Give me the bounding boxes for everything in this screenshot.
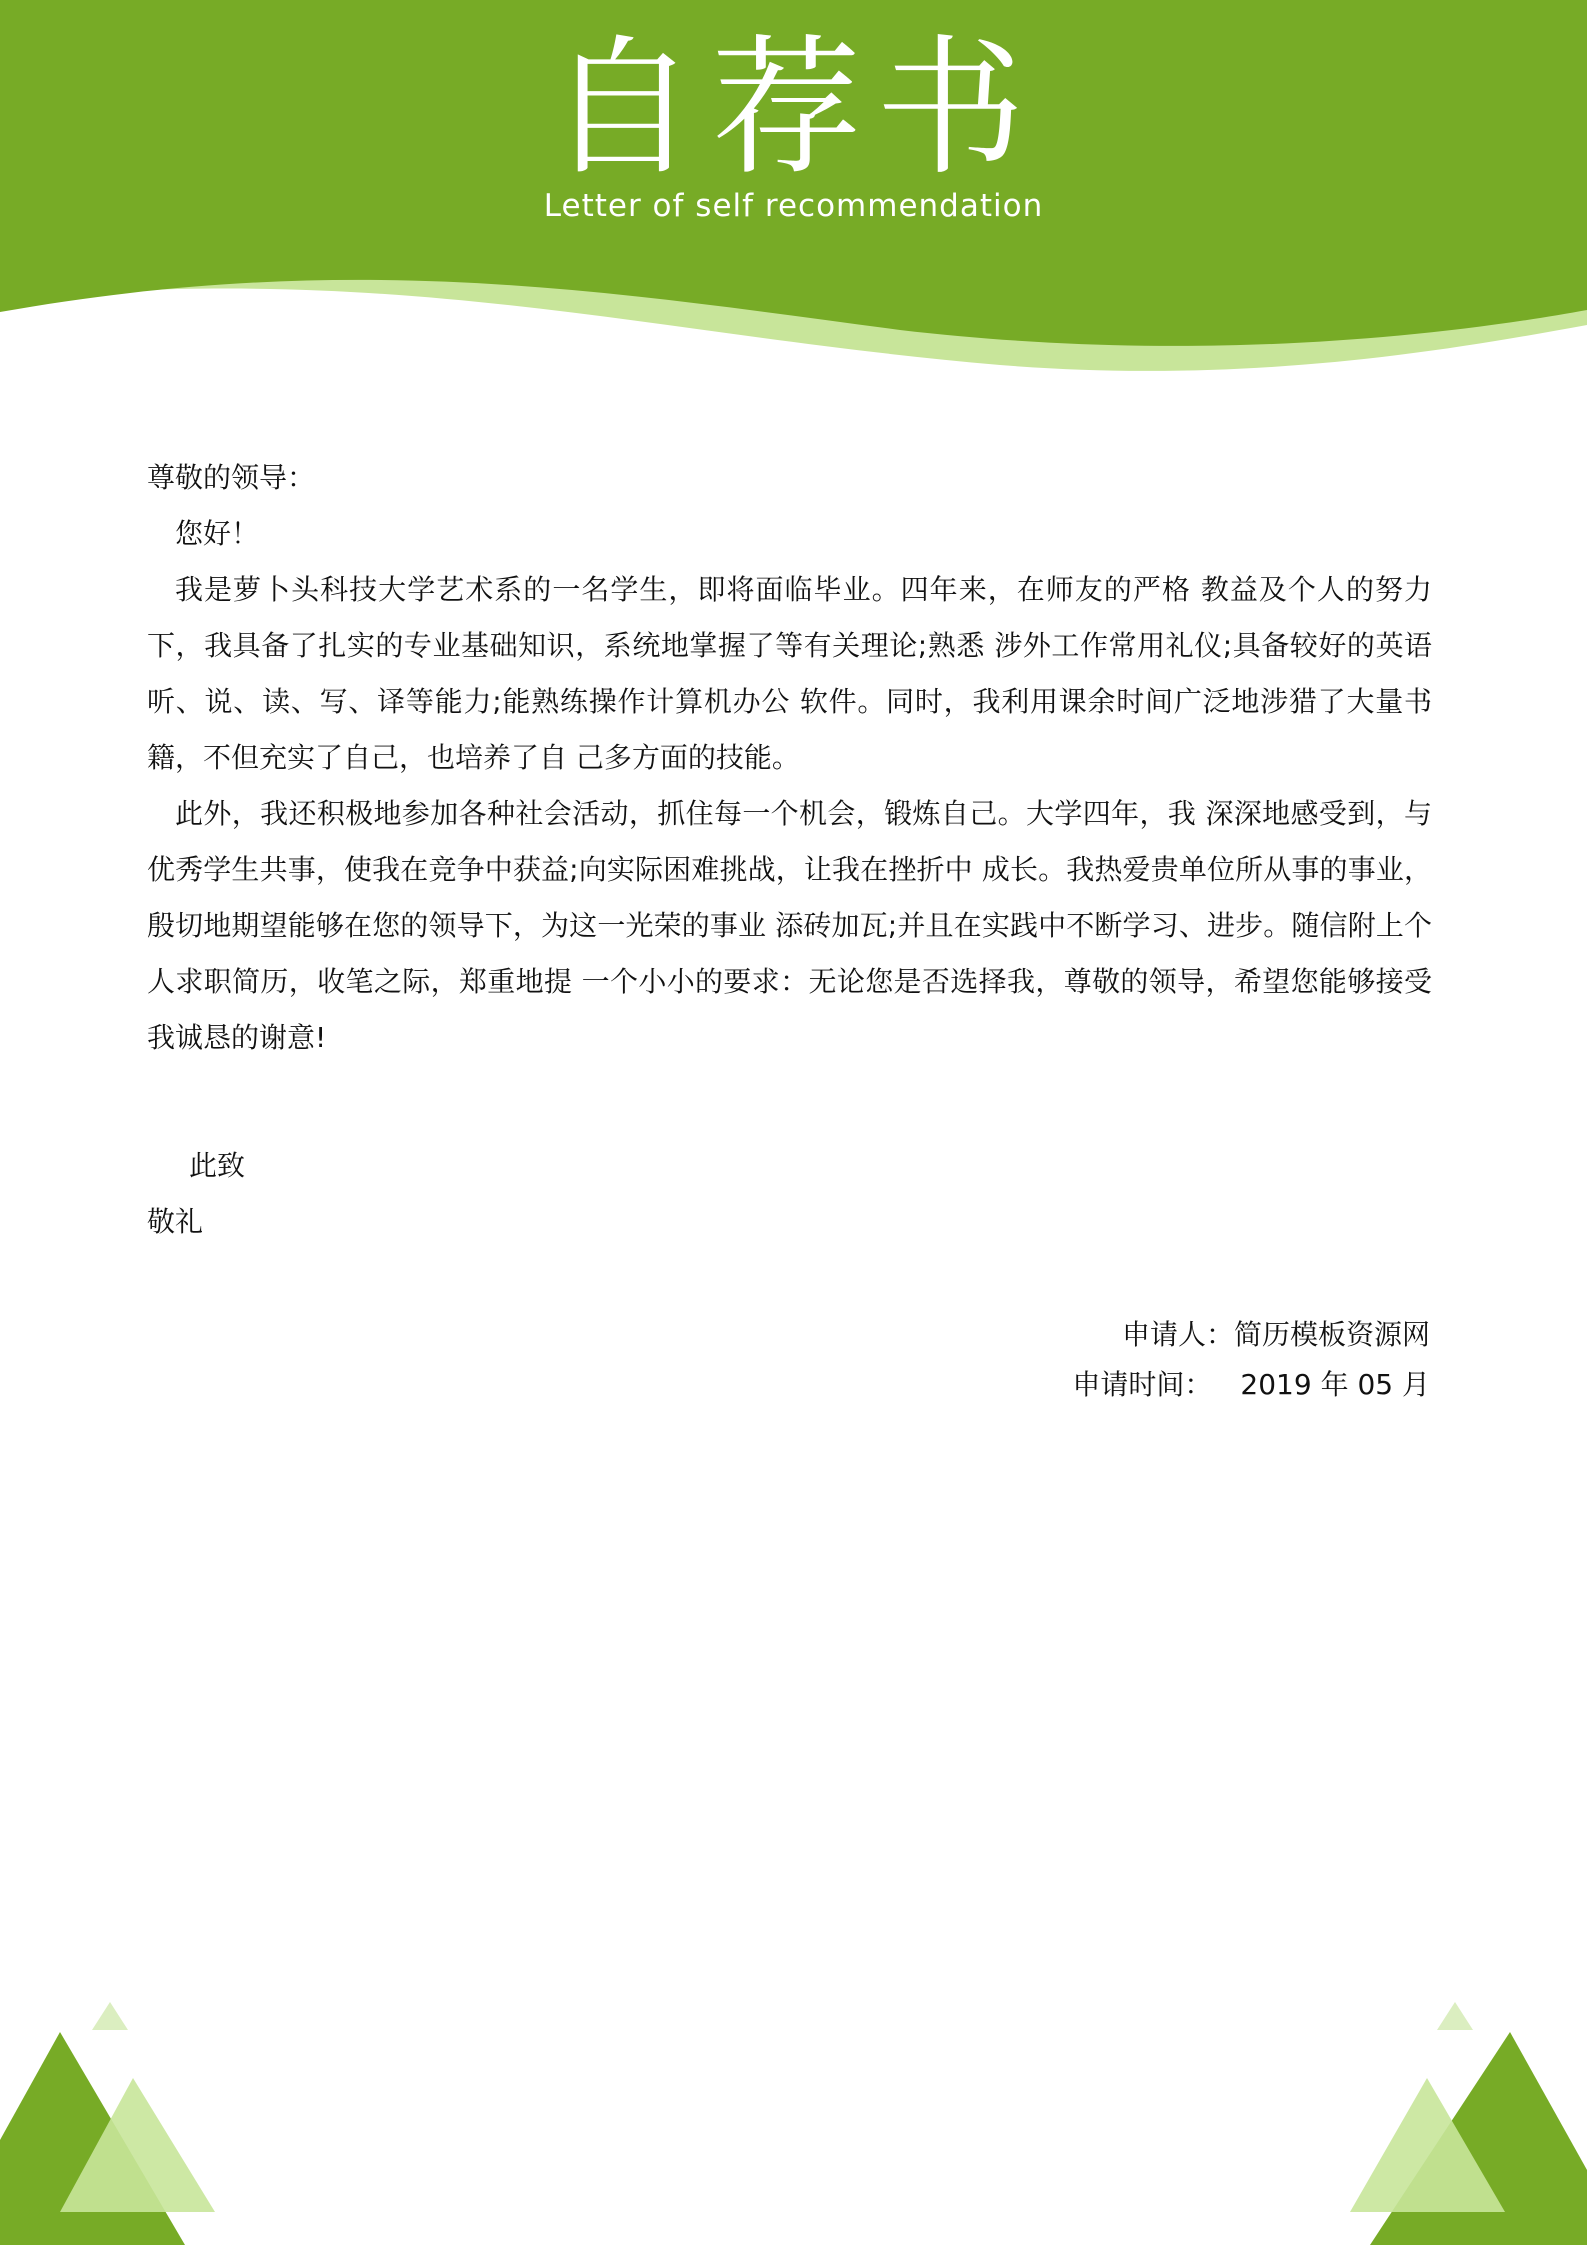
triangle-decoration [0, 1990, 1587, 2245]
letter-body [147, 450, 1432, 1250]
paragraph: 此外，我还积极地参加各种社会活动，抓住每一个机会，锻炼自己。大学四年，我 深深地感受到，与优秀学生共事，使我在竞争中获益;向实际困难挑战，让我在挫折中 成长。我热爱贵单位所从事的事业，殷切地期望能够在您的领导下，为这一光荣的事业 添砖加瓦;并且在实践中不断学习、进步。随信附上个人求职简历，收笔之际，郑重地提 一个小小的要求：无论您是否选择我，尊敬的领导，希望您能够接受我诚恳的谢意! [147, 797, 1432, 1054]
signature-block [1000, 1310, 1430, 1410]
applicant-line: 申请人：简历模板资源网 [1121, 1318, 1430, 1351]
date-line [1000, 1360, 1430, 1410]
salutation: 尊敬的领导： [147, 461, 316, 494]
triangle-shape [92, 2002, 128, 2030]
paragraph: 我是萝卜头科技大学艺术系的一名学生，即将面临毕业。四年来，在师友的严格 教益及个人的努力下，我具备了扎实的专业基础知识，系统地掌握了等有关理论;熟悉 涉外工作常用礼仪;具备较好的英语听、说、读、写、译等能力;能熟练操作计算机办公 软件。同时，我利用课余时间广泛地涉猎了大量书籍，不但充实了自己，也培养了自 己多方面的技能。 [147, 573, 1432, 774]
closing-line: 敬礼 [147, 1205, 204, 1238]
date-label: 申请时间： [1072, 1368, 1213, 1401]
page-title: 自荐书 [547, 22, 1040, 196]
triangle-shape [1437, 2002, 1473, 2030]
closing-line: 此致 [189, 1149, 246, 1182]
date-value: 2019 年 05 月 [1240, 1368, 1430, 1401]
page-subtitle: Letter of self recommendation [543, 188, 1044, 224]
greeting: 您好！ [175, 517, 260, 550]
